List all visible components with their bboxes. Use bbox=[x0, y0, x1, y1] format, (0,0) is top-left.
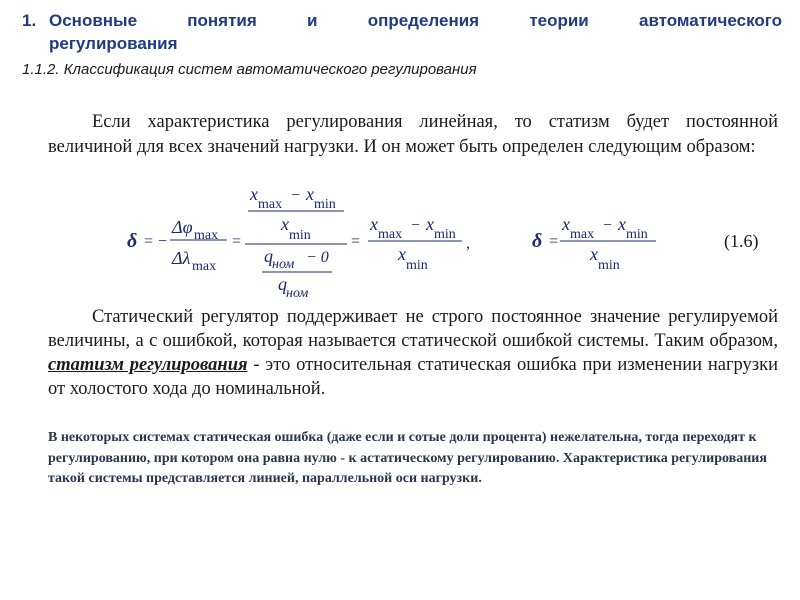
title-line-2: регулирования bbox=[49, 34, 178, 53]
formula-delta-lambda: Δλ bbox=[172, 248, 191, 268]
formula-sub-min: min bbox=[598, 258, 620, 273]
formula-x: x bbox=[250, 184, 258, 204]
formula-x: x bbox=[426, 214, 434, 234]
formula-sub-nom: ном bbox=[272, 257, 295, 272]
formula-sub-min: min bbox=[626, 227, 648, 242]
formula-x: x bbox=[398, 244, 406, 264]
formula-sub-min: min bbox=[314, 197, 336, 212]
paragraph-static-regulator bbox=[48, 305, 778, 401]
formula-minus: − bbox=[158, 233, 168, 250]
formula-sub-min: min bbox=[406, 258, 428, 273]
paragraph-linear-characteristic: Если характеристика регулирования линейная, то статизм будет постоянной величиной для всех значений нагрузки. И он может быть определен следующим образом: bbox=[48, 112, 778, 157]
formula-equals: = bbox=[549, 233, 559, 250]
formula-minus: − bbox=[411, 217, 421, 234]
formula-number: (1.6) bbox=[724, 231, 759, 251]
title-word: автоматического bbox=[638, 11, 782, 30]
formula-delta-phi: Δφ bbox=[172, 217, 193, 237]
formula-x: x bbox=[281, 214, 289, 234]
formula-sub-nom: ном bbox=[286, 286, 309, 301]
formula-sub-max: max bbox=[194, 228, 219, 243]
para2-text: Статический регулятор поддерживает не строго постоянное значение регулируемой величины, а с ошибкой, которая называется статической ошибкой системы. Таким образом, bbox=[48, 307, 778, 351]
formula-minus: − bbox=[603, 217, 613, 234]
title-line-1 bbox=[49, 10, 782, 32]
title-word: Основные bbox=[49, 11, 138, 30]
formula-equals: = bbox=[144, 233, 154, 250]
formula-equals: = bbox=[351, 233, 361, 250]
formula-minus-zero: − 0 bbox=[306, 249, 329, 266]
formula-q: q bbox=[264, 246, 273, 266]
formula-sub-min: min bbox=[289, 228, 311, 243]
formula-sub-max: max bbox=[378, 227, 403, 242]
title-word: определения bbox=[367, 11, 480, 30]
formula-x: x bbox=[370, 214, 378, 234]
formula-x: x bbox=[562, 214, 570, 234]
formula-1-6 bbox=[0, 180, 800, 305]
formula-sub-max: max bbox=[192, 259, 217, 274]
title-number: 1. bbox=[22, 11, 37, 30]
paragraph-astatic-note: В некоторых системах статическая ошибка (даже если и сотые доли процента) нежелательна, тогда переходят к регулированию, при котором она равна нулю - к астатическому регулированию. Характеристика регулирования такой системы представляется линией, параллельной оси нагрузки. bbox=[48, 430, 767, 486]
formula-sub-max: max bbox=[570, 227, 595, 242]
formula-delta: δ bbox=[532, 230, 543, 252]
formula-delta: δ bbox=[127, 230, 138, 252]
term-statism: статизм регулирования bbox=[48, 355, 248, 375]
formula-q: q bbox=[278, 274, 287, 294]
formula-sub-max: max bbox=[258, 197, 283, 212]
title-word: и bbox=[307, 11, 318, 30]
formula-sub-min: min bbox=[434, 227, 456, 242]
title-word: понятия bbox=[187, 11, 257, 30]
formula-equals: = bbox=[232, 233, 242, 250]
formula-x: x bbox=[618, 214, 626, 234]
formula-x: x bbox=[306, 184, 314, 204]
formula-minus: − bbox=[291, 187, 301, 204]
formula-comma: , bbox=[466, 235, 470, 252]
title-word: теории bbox=[529, 11, 589, 30]
formula-x: x bbox=[590, 244, 598, 264]
section-subtitle: 1.1.2. Классификация систем автоматического регулирования bbox=[22, 61, 477, 78]
para2-text: - это относительная статическая ошибка при изменении нагрузки от холостого хода до номинальной. bbox=[48, 355, 778, 399]
